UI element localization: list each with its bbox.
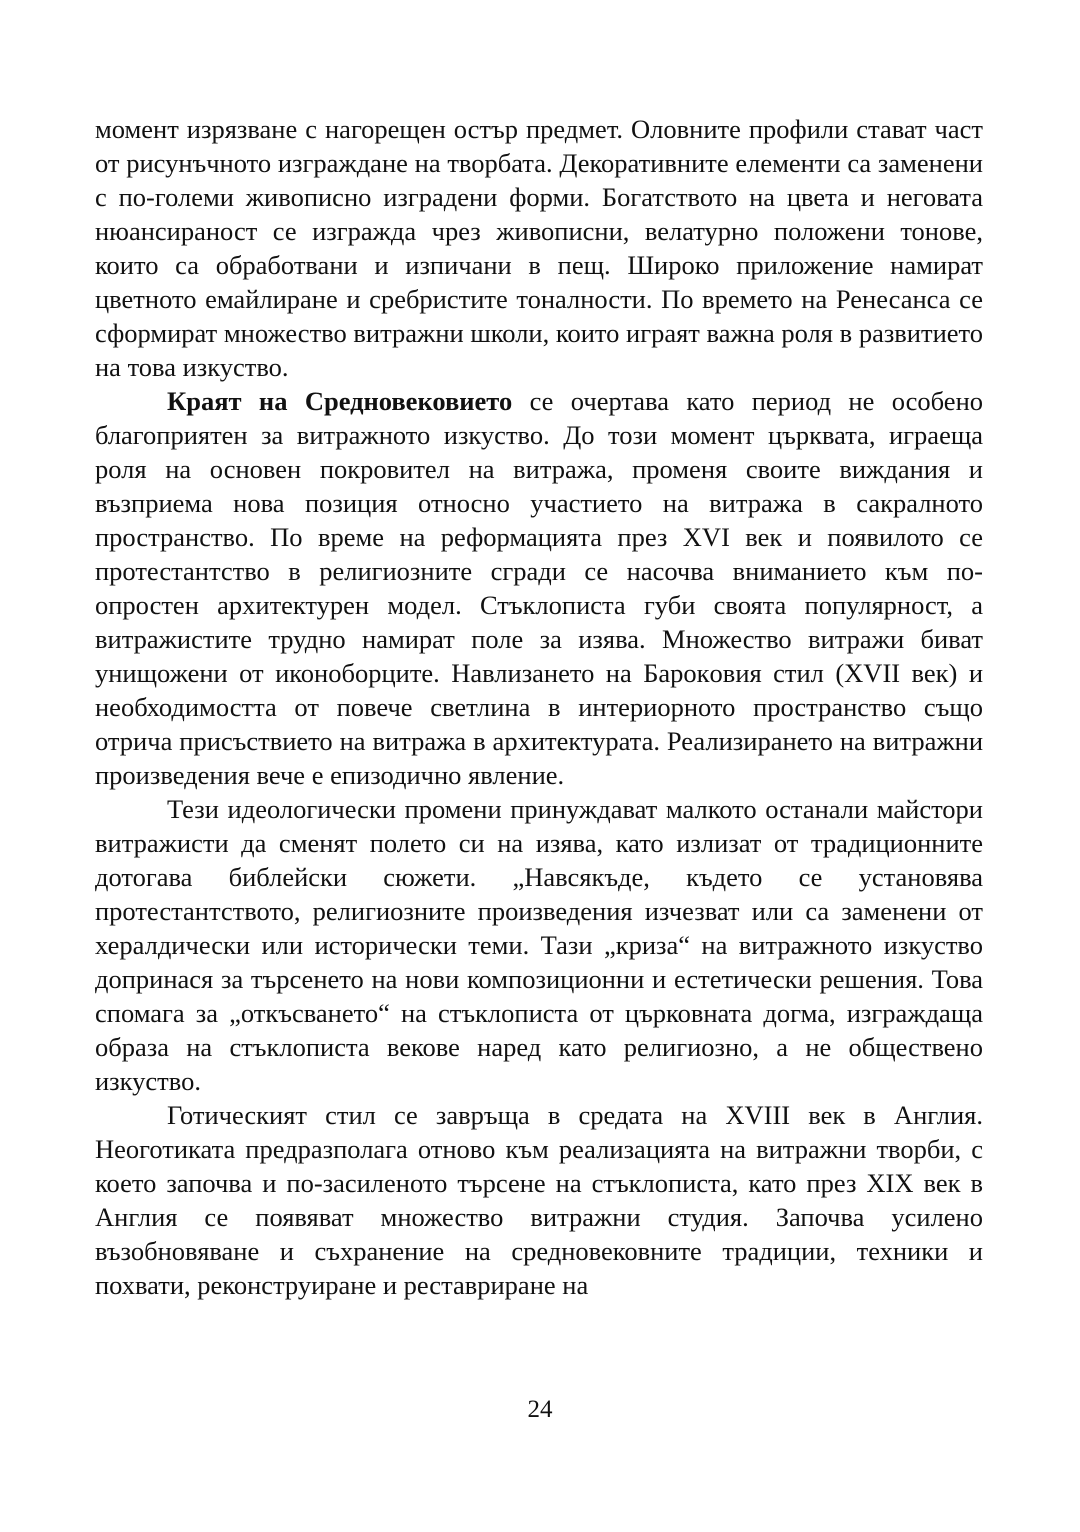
paragraph-2-bold-lead: Краят на Средновековието [167, 386, 513, 416]
paragraph-3 [95, 792, 983, 1098]
paragraph-1 [95, 112, 983, 384]
paragraph-3-text: Тези идеологически промени принуждават малкото останали майстори витражисти да сменят полето си на изява, като излизат от традиционните дотогава библейски сюжети. „Навсякъде, където се установява протестантството, религиозните произведения изчезват или са заменени от хералдически или исторически теми. Тази „криза“ на витражното изкуство допринася за търсенето на нови композиционни и естетически решения. Това спомага за „откъсването“ на стъклописта от църковната догма, изграждаща образа на стъклописта векове наред като религиозно, а не обществено изкуство. [95, 794, 983, 1096]
paragraph-2-text: се очертава като период не особено благоприятен за витражното изкуство. До този момент църквата, играеща роля на основен покровител на витража, променя своите виждания и възприема нова позиция относно участието на витража в сакралното пространство. По време на реформацията през XVI век и появилото се протестантство в религиозните сгради се насочва вниманието към по-опростен архитектурен модел. Стъклописта губи своята популярност, а витражистите трудно намират поле за изява. Множество витражи биват унищожени от иконоборците. Навлизането на Барокoвия стил (XVII век) и необходимостта от повече светлина в интериорното пространство също отрича присъствието на витража в архитектурата. Реализирането на витражни произведения вече е епизодично явление. [95, 386, 983, 790]
paragraph-4-text: Готическият стил се завръща в средата на XVIII век в Англия. Неоготиката предразполага отново към реализацията на витражни творби, с което започва и по-засиленото търсене на стъклописта, като през XIX век в Англия се появяват множество витражни студия. Започва усилено възобновяване и съхранение на средновековните традиции, техники и похвати, реконструиране и реставриране на [95, 1100, 983, 1300]
paragraph-1-text: момент изрязване с нагорещен остър предмет. Оловните профили стават част от рисунъчното изграждане на творбата. Декоративните елементи са заменени с по-големи живописно изградени форми. Богатството на цвета и неговата нюансираност се изгражда чрез живописни, велатурно положени тонове, които са обработвани и изпичани в пещ. Широко приложение намират цветното емайлиране и сребристите тоналности. По времето на Ренесанса се сформират множество витражни школи, които играят важна роля в развитието на това изкуство. [95, 114, 983, 382]
page-body [95, 112, 983, 1302]
page-number: 24 [527, 1396, 553, 1423]
paragraph-2 [95, 384, 983, 792]
paragraph-4 [95, 1098, 983, 1302]
